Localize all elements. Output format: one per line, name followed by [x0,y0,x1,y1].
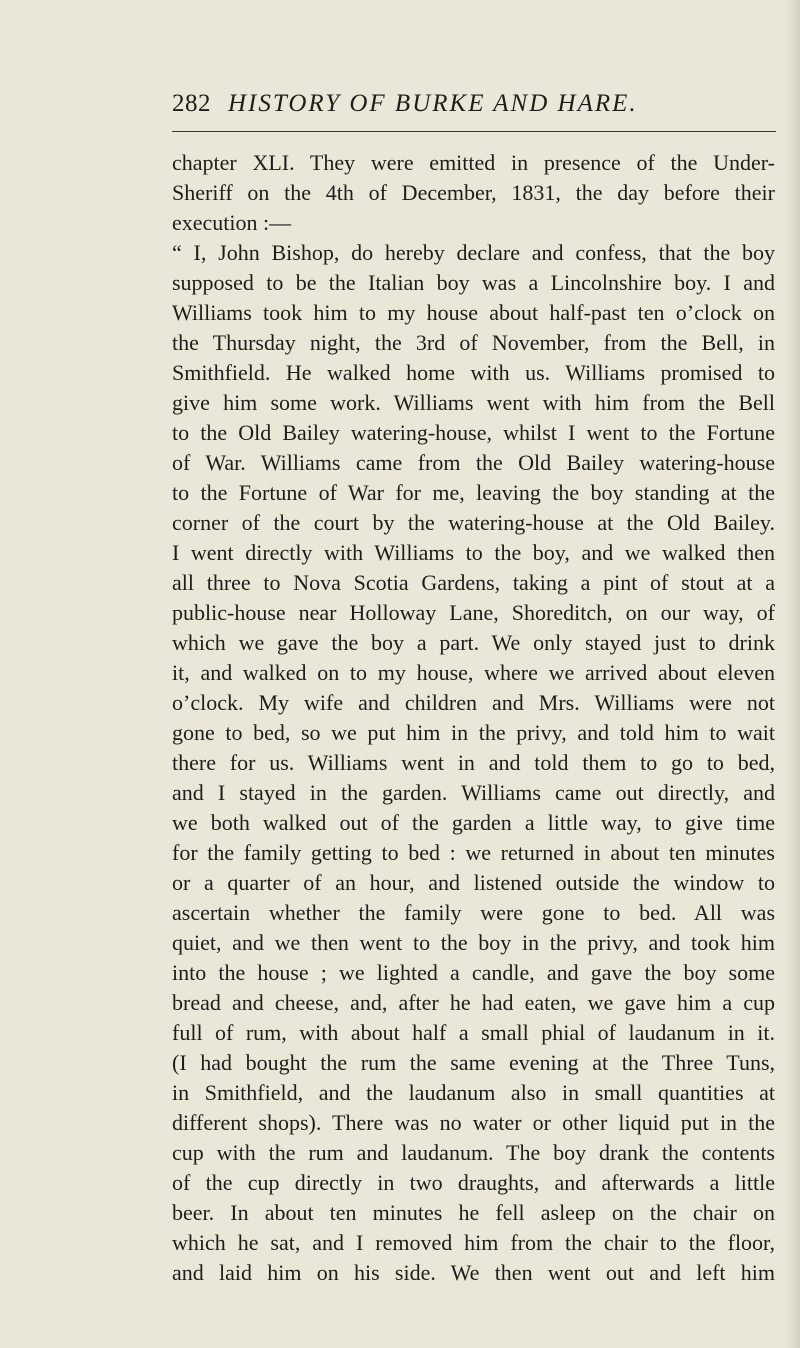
page-edge-shadow [786,0,800,1348]
text-line: of the cup directly in two draughts, and afterwards a little [172,1170,775,1195]
text-line: it, and walked on to my house, where we arrived about eleven [172,660,775,685]
text-line: which we gave the boy a part. We only stayed just to drink [172,630,775,655]
text-line: quiet, and we then went to the boy in the privy, and took him [172,930,775,955]
text-line: give him some work. Williams went with him from the Bell [172,390,775,415]
text-line: corner of the court by the watering-house at the Old Bailey. [172,510,775,535]
text-line: bread and cheese, and, after he had eaten, we gave him a cup [172,990,775,1015]
text-line: cup with the rum and laudanum. The boy drank the contents [172,1140,775,1165]
text-line: to the Old Bailey watering-house, whilst I went to the Fortune [172,420,775,445]
header-rule [172,131,776,132]
text-line: “ I, John Bishop, do hereby declare and confess, that the boy [172,240,775,265]
text-line: which he sat, and I removed him from the chair to the floor, [172,1230,775,1255]
text-line: in Smithfield, and the laudanum also in small quantities at [172,1080,775,1105]
text-line: execution :— [172,210,292,235]
text-line: o’clock. My wife and children and Mrs. Williams were not [172,690,775,715]
page-header [172,90,800,130]
page-number: 282 [172,90,211,117]
text-line: and I stayed in the garden. Williams came out directly, and [172,780,775,805]
text-line: we both walked out of the garden a little way, to give time [172,810,775,835]
text-line: all three to Nova Scotia Gardens, taking a pint of stout at a [172,570,775,595]
text-line: gone to bed, so we put him in the privy, and told him to wait [172,720,775,745]
text-line: Sheriff on the 4th of December, 1831, the day before their [172,180,775,205]
text-line: Williams took him to my house about half-past ten o’clock on [172,300,775,325]
text-line: the Thursday night, the 3rd of November, from the Bell, in [172,330,775,355]
text-line: different shops). There was no water or other liquid put in the [172,1110,775,1135]
text-line: there for us. Williams went in and told them to go to bed, [172,750,775,775]
text-line: public-house near Holloway Lane, Shoreditch, on our way, of [172,600,775,625]
text-line: for the family getting to bed : we returned in about ten minutes [172,840,775,865]
text-line: I went directly with Williams to the boy, and we walked then [172,540,775,565]
text-line: (I had bought the rum the same evening at the Three Tuns, [172,1050,775,1075]
text-line: into the house ; we lighted a candle, and gave the boy some [172,960,775,985]
text-line: or a quarter of an hour, and listened outside the window to [172,870,775,895]
running-title: HISTORY OF BURKE AND HARE. [228,90,638,117]
body-text [172,148,775,1288]
text-line: to the Fortune of War for me, leaving the boy standing at the [172,480,775,505]
text-line: Smithfield. He walked home with us. Williams promised to [172,360,775,385]
text-line: chapter XLI. They were emitted in presence of the Under- [172,150,775,175]
text-line: supposed to be the Italian boy was a Lincolnshire boy. I and [172,270,775,295]
text-line: ascertain whether the family were gone to bed. All was [172,900,775,925]
text-line: beer. In about ten minutes he fell asleep on the chair on [172,1200,775,1225]
text-line: of War. Williams came from the Old Bailey watering-house [172,450,775,475]
text-line: full of rum, with about half a small phial of laudanum in it. [172,1020,775,1045]
text-line: and laid him on his side. We then went out and left him [172,1260,775,1285]
